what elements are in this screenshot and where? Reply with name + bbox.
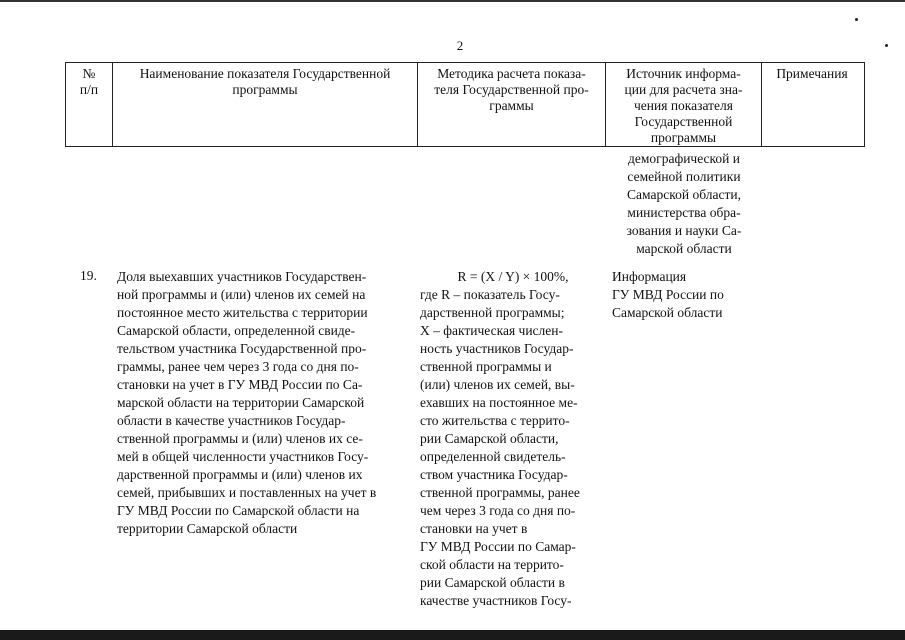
header-source: Источник информа- ции для расчета зна- чения показателя Государственной программы [624, 66, 743, 145]
page-number: 2 [456, 38, 464, 53]
info-source: Информация ГУ МВД России по Самарской области [612, 269, 724, 320]
scan-speck [855, 18, 858, 21]
formula: R = (X / Y) × 100%, [457, 269, 569, 284]
header-notes: Примечания [776, 66, 848, 81]
scan-bottom-edge [0, 630, 905, 640]
scan-speck [885, 44, 888, 47]
header-indicator-name: Наименование показателя Государственной программы [139, 66, 391, 97]
header-number: № п/п [79, 66, 99, 97]
indicator-name: Доля выехавших участников Государствен- ной программы и (или) членов их семей на постоянное место жительства с территории Самарской области, определенной свиде- тельством участника Государственной про- граммы, ранее чем через 3 года со дня по- становки на учет в ГУ МВД России по Са- марской области на территории Самарской области в качестве участников Государ- ственной программы и (или) членов их се- мей в общей численности участников Госу- дарственной программы и (или) членов их семей, прибывших и поставленных на учет в ГУ МВД России по Самарской области на территории Самарской области [117, 269, 377, 536]
continuation-source: демографической и семейной политики Самарской области, министерства обра- зования и науки Са- марской области [626, 151, 742, 256]
scan-top-edge [0, 0, 905, 2]
header-method: Методика расчета показа- теля Государственной про- граммы [434, 66, 589, 113]
calculation-method: где R – показатель Госу- дарственной программы; X – фактическая числен- ность участников Государ- ственной программы и (или) членов их семей, вы- ехавших на постоянное ме- сто жительства с террито- рии Самарской области, определенной свидетель- ством участника Государ- ственной программы, ранее чем через 3 года со дня по- становки на учет в ГУ МВД России по Самар- ской области на террито- рии Самарской области в качестве участников Госу- [420, 287, 580, 608]
table-header [65, 62, 865, 147]
row-number: 19. [80, 268, 97, 283]
